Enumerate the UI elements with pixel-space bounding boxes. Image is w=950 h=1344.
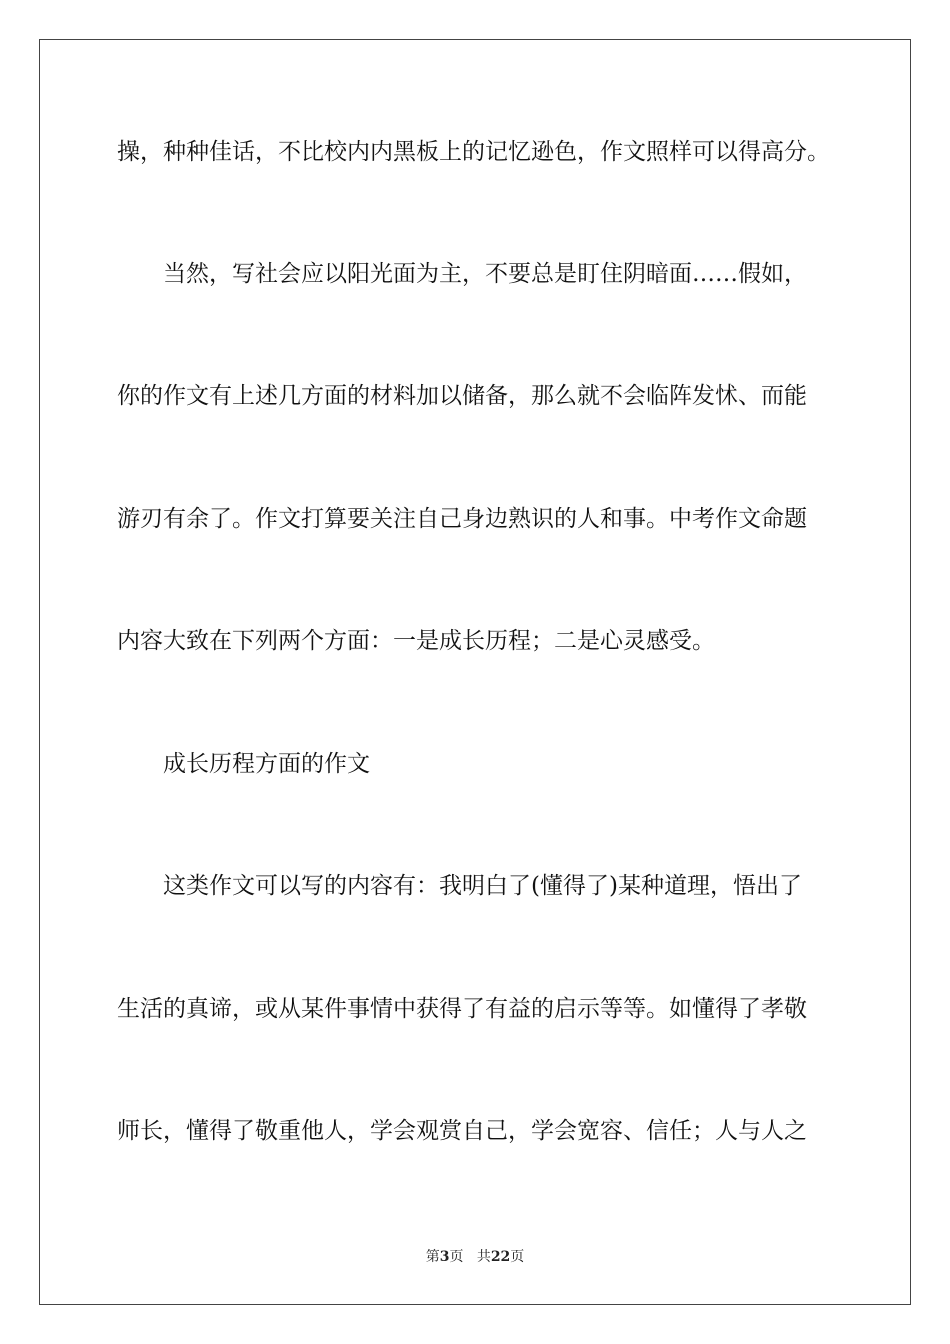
text-line-1: 操，种种佳话，不比校内内黑板上的记忆逊色，作文照样可以得高分。 [117,139,830,165]
section-heading: 成长历程方面的作文 [117,751,370,777]
total-pages: 22 [490,1249,511,1265]
text-line-3: 你的作文有上述几方面的材料加以储备，那么就不会临阵发怵、而能 [117,383,807,409]
page-number: 3 [439,1249,450,1265]
text-line-5: 内容大致在下列两个方面：一是成长历程；二是心灵感受。 [117,628,715,654]
page-prefix: 第 [425,1249,440,1265]
text-line-2: 当然，写社会应以阳光面为主，不要总是盯住阴暗面……假如， [117,261,807,287]
text-line-9: 师长，懂得了敬重他人，学会观赏自己，学会宽容、信任；人与人之 [117,1118,807,1144]
text-line-7: 这类作文可以写的内容有：我明白了(懂得了)某种道理，悟出了 [117,873,802,899]
text-line-8: 生活的真谛，或从某件事情中获得了有益的启示等等。如懂得了孝敬 [117,996,807,1022]
total-prefix: 共 [476,1249,491,1265]
page-suffix: 页 [449,1249,464,1265]
text-line-4: 游刃有余了。作文打算要关注自己身边熟识的人和事。中考作文命题 [117,506,807,532]
total-suffix: 页 [510,1249,525,1265]
page-footer [0,1246,950,1266]
